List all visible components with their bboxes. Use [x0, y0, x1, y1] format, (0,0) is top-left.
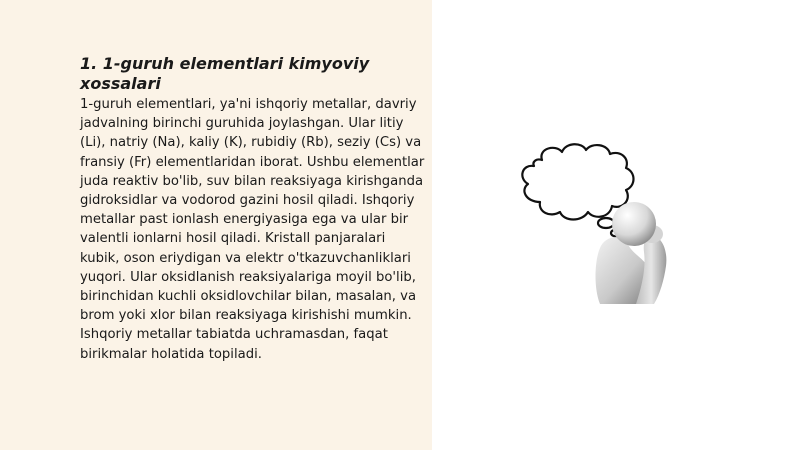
slide-title: 1. 1-guruh elementlari kimyoviy xossalari — [80, 54, 370, 93]
thinking-person-icon — [512, 140, 688, 310]
person-head — [612, 202, 656, 246]
slide-body-text: 1-guruh elementlari, ya'ni ishqoriy metallar, davriy jadvalning birinchi guruhida joylashgan. Ular litiy (Li), natriy (Na), kaliy (K), rubidiy (Rb), seziy (Cs) va fransiy (Fr) elementlaridan iborat. Ushbu elementlar juda reaktiv bo'lib, suv bilan reaksiyaga kirishganda gidroksidlar va vodorod gazini hosil qiladi. Ishqoriy metallar past ionlash energiyasiga ega va ular bir valentli ionlarni hosil qiladi. Kristall panjaralari kubik, oson eriydigan va elektr o'tkazuvchanliklari yuqori. Ular oksidlanish reaksiyalariga moyil bo'lib, birinchidan kuchli oksidlovchilar bilan, masalan, va brom yoki xlor bilan reaksiyaga kirishishi mumkin. Ishqoriy metallar tabiatda uchramasdan, faqat birikmalar holatida topiladi. — [80, 97, 425, 362]
